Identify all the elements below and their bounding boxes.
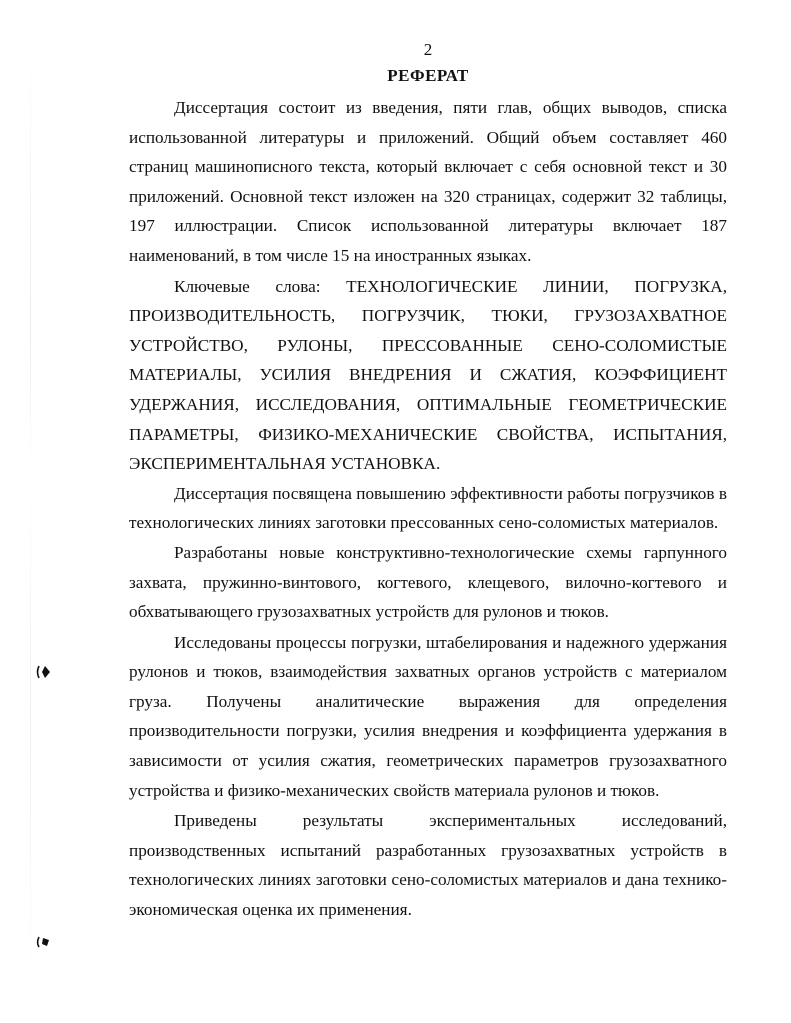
paragraph-developed-schemes: Разработаны новые конструктивно-технологические схемы гарпунного захвата, пружинно-винтового, когтевого, клещевого, вилочно-когтевого и обхватывающего грузозахватных устройств для рулонов и тюков. <box>129 542 727 622</box>
scan-artifact-mark <box>36 934 52 954</box>
scan-artifact-mark <box>36 664 52 684</box>
paragraph-keywords: Ключевые слова: ТЕХНОЛОГИЧЕСКИЕ ЛИНИИ, ПОГРУЗКА, ПРОИЗВОДИТЕЛЬНОСТЬ, ПОГРУЗЧИК, ТЮКИ, ГРУЗОЗАХВАТНОЕ УСТРОЙСТВО, РУЛОНЫ, ПРЕССОВАННЫЕ СЕНО-СОЛОМИСТЫЕ МАТЕРИАЛЫ, УСИЛИЯ ВНЕДРЕНИЯ И СЖАТИЯ, КОЭФФИЦИЕНТ УДЕРЖАНИЯ, ИССЛЕДОВАНИЯ, ОПТИМАЛЬНЫЕ ГЕОМЕТРИЧЕСКИЕ ПАРАМЕТРЫ, ФИЗИКО-МЕХАНИЧЕСКИЕ СВОЙСТВА, ИСПЫТАНИЯ, ЭКСПЕРИМЕНТАЛЬНАЯ УСТАНОВКА. <box>129 276 727 474</box>
paragraph-purpose: Диссертация посвящена повышению эффективности работы погрузчиков в технологических линиях заготовки прессованных сено-соломистых материалов. <box>129 483 727 533</box>
paragraph-results: Приведены результаты экспериментальных исследований, производственных испытаний разработанных грузозахватных устройств в технологических линиях заготовки сено-соломистых материалов и дана технико-экономическая оценка их применения. <box>129 811 727 920</box>
scan-edge-shadow <box>30 40 31 1000</box>
abstract-body <box>129 93 727 925</box>
page-number: 2 <box>423 40 433 59</box>
page-title: РЕФЕРАТ <box>387 66 469 85</box>
paragraph-research: Исследованы процессы погрузки, штабелирования и надежного удержания рулонов и тюков, взаимодействия захватных органов устройств с материалом груза. Получены аналитические выражения для определения производительности погрузки, усилия внедрения и коэффициента удержания в зависимости от усилия сжатия, геометрических параметров грузозахватного устройства и физико-механических свойств материала рулонов и тюков. <box>129 632 727 800</box>
paragraph-structure: Диссертация состоит из введения, пяти глав, общих выводов, списка использованной литературы и приложений. Общий объем составляет 460 страниц машинописного текста, который включает с себя основной текст и 30 приложений. Основной текст изложен на 320 страницах, содержит 32 таблицы, 197 иллюстрации. Список использованной литературы включает 187 наименований, в том числе 15 на иностранных языках. <box>129 98 727 265</box>
